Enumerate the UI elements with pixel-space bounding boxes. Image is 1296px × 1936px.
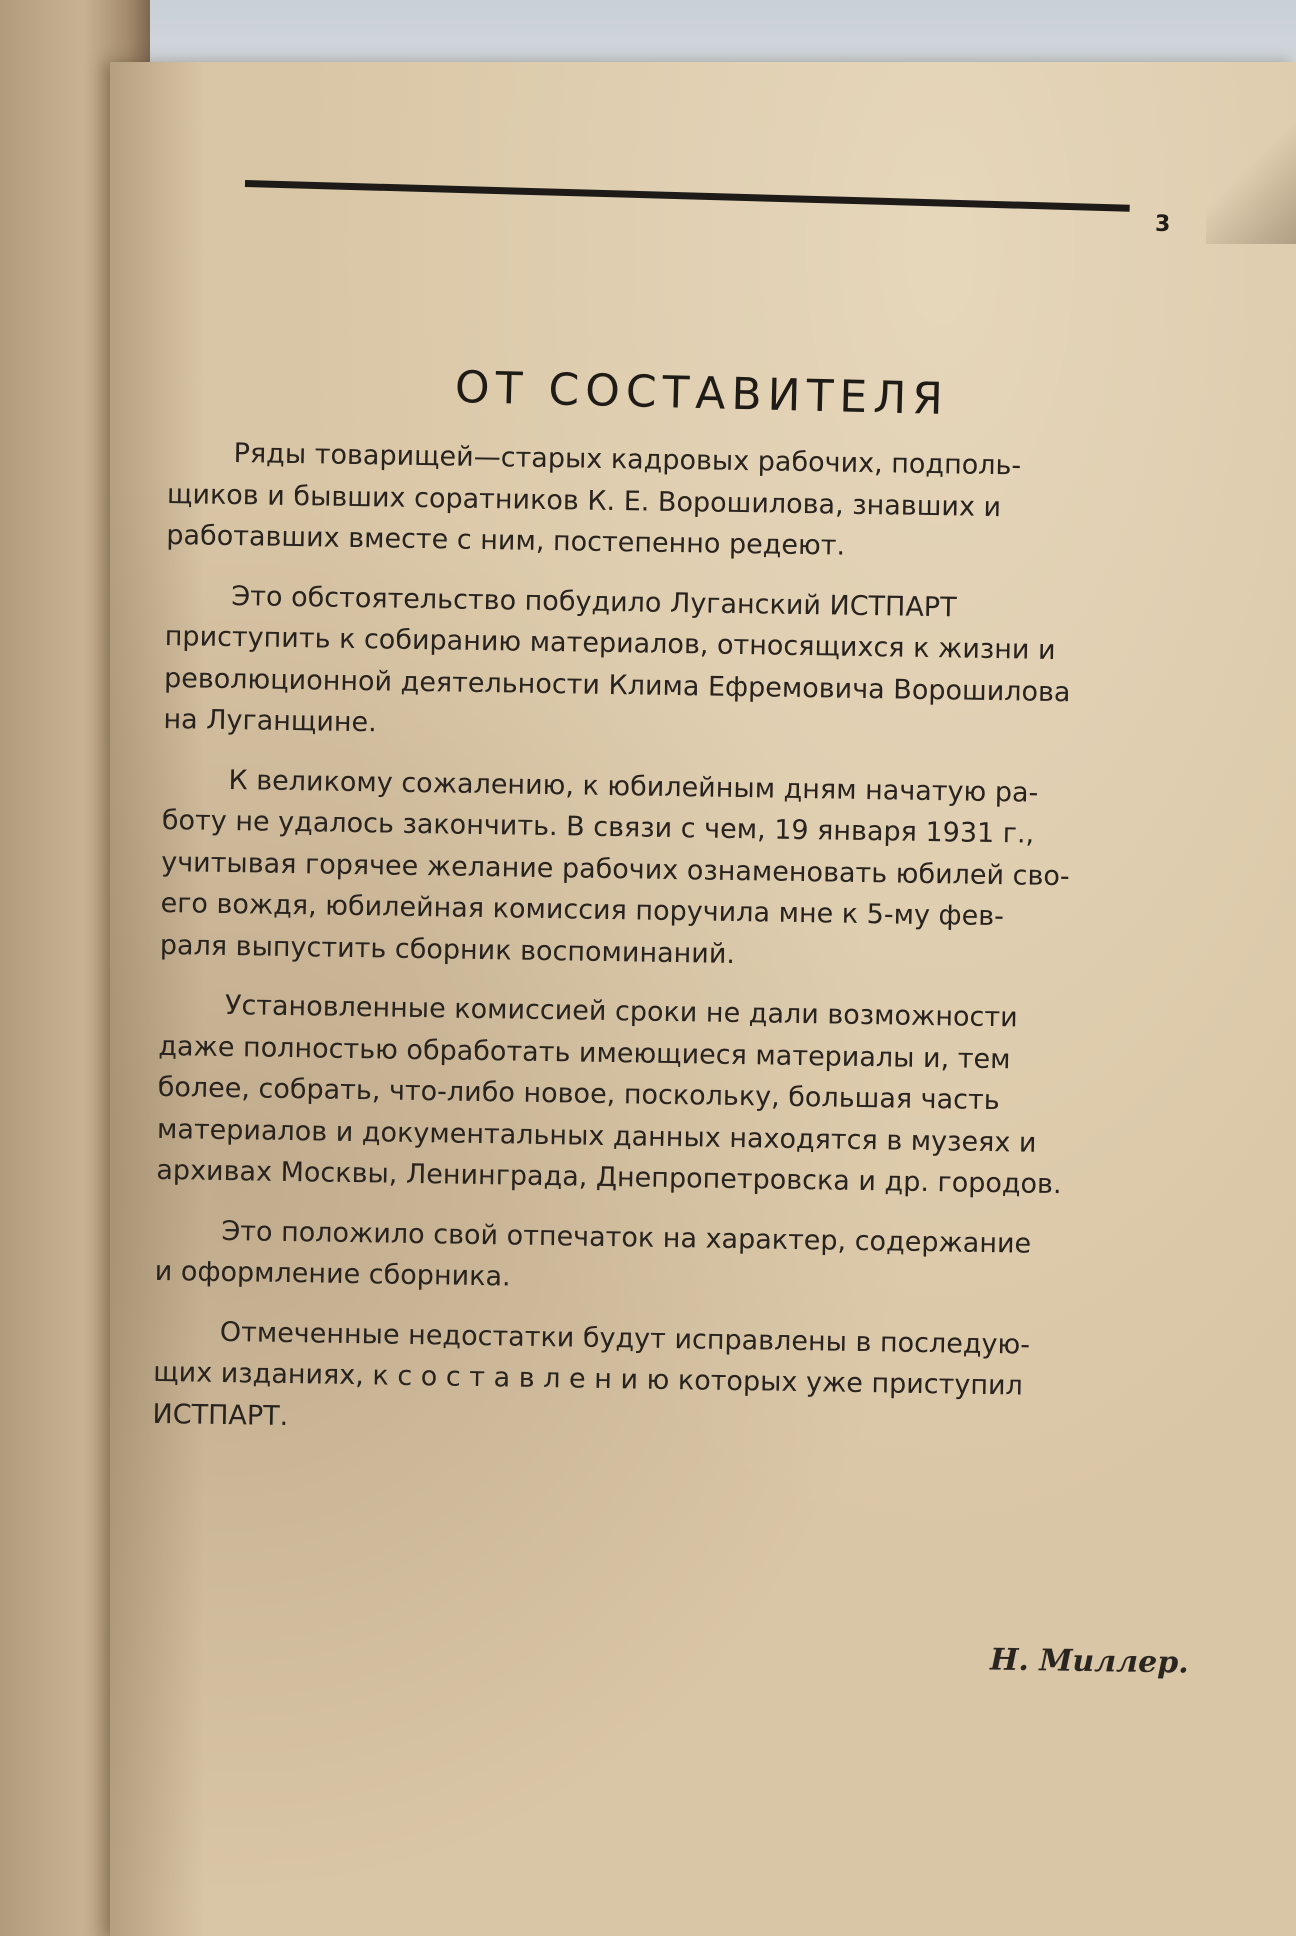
page-title: ОТ СОСТАВИТЕЛЯ bbox=[454, 362, 950, 426]
text-line: материалов и документальных данных находятся в музеях и bbox=[156, 1113, 1037, 1159]
text-line: на Луганщине. bbox=[163, 703, 377, 739]
text-line: Ряды товарищей—старых кадровых рабочих, подполь- bbox=[233, 438, 1022, 482]
text-line: и оформление сборника. bbox=[154, 1255, 511, 1293]
text-line: архивах Москвы, Ленинграда, Днепропетровска и др. городов. bbox=[156, 1154, 1062, 1201]
text-line: раля выпустить сборник воспоминаний. bbox=[159, 929, 736, 970]
text-line: К великому сожалению, к юбилейным дням начатую ра- bbox=[228, 764, 1039, 809]
text-line: более, собрать, что-либо новое, поскольку, большая часть bbox=[157, 1071, 1000, 1117]
text-line: щих изданиях, к с о с т а в л е н и ю которых уже приступил bbox=[152, 1356, 1024, 1402]
text-line: даже полностью обработать имеющиеся материалы и, тем bbox=[158, 1030, 1011, 1075]
text-line: ИСТПАРТ. bbox=[152, 1398, 289, 1432]
page-corner-fold bbox=[1206, 124, 1296, 244]
book-page bbox=[110, 62, 1296, 1936]
text-line: приступить к собиранию материалов, относящихся к жизни и bbox=[164, 620, 1056, 666]
text-line: учитывая горячее желание рабочих ознаменовать юбилей сво- bbox=[161, 846, 1070, 892]
text-line: щиков и бывших соратников К. Е. Ворошилова, знавших и bbox=[166, 478, 1002, 523]
header-rule bbox=[245, 180, 1130, 212]
page-number: 3 bbox=[1155, 212, 1171, 237]
paragraph-3 bbox=[160, 758, 1223, 982]
text-line: боту не удалось закончить. В связи с чем, 19 января 1931 г., bbox=[161, 804, 1035, 850]
paragraph-5 bbox=[154, 1209, 1215, 1309]
text-line: Отмеченные недостатки будут исправлены в последую- bbox=[219, 1316, 1031, 1361]
paragraph-4 bbox=[156, 984, 1219, 1208]
text-line: Это обстоятельство побудило Луганский ИСТПАРТ bbox=[231, 580, 957, 623]
text-line: работавших вместе с ним, постепенно редеют. bbox=[166, 519, 846, 562]
author-signature: Н. Миллер. bbox=[989, 1642, 1189, 1681]
page-body bbox=[152, 432, 1228, 1470]
text-line: Это положило свой отпечаток на характер, содержание bbox=[221, 1215, 1032, 1260]
paragraph-1 bbox=[166, 432, 1228, 573]
text-line: Установленные комиссией сроки не дали возможности bbox=[224, 989, 1018, 1034]
paragraph-2 bbox=[163, 574, 1225, 757]
text-line: его вождя, юбилейная комиссия поручила мне к 5-му фев- bbox=[160, 887, 1005, 933]
text-line: революционной деятельности Клима Ефремовича Ворошилова bbox=[163, 662, 1071, 708]
paragraph-6 bbox=[152, 1310, 1214, 1451]
